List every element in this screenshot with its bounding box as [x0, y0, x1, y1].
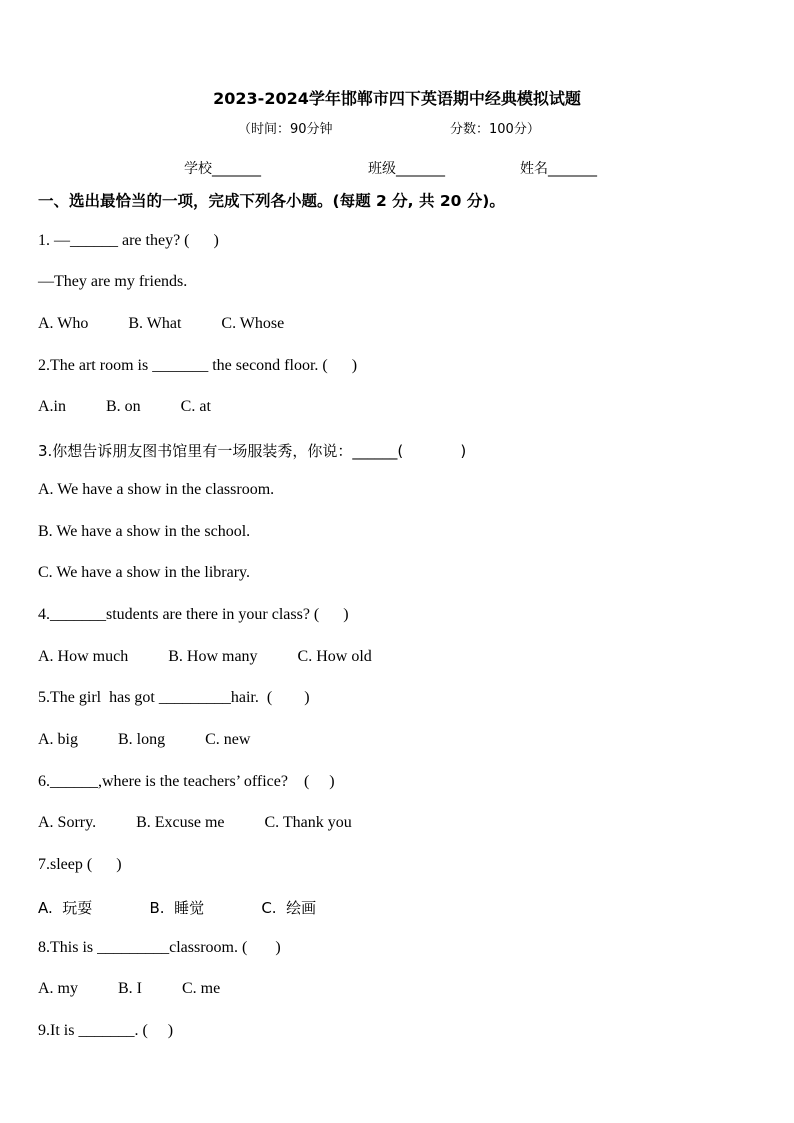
question-4: 4._______students are there in your class? ( ) — [38, 606, 349, 623]
name-field: 姓名_______ — [520, 161, 597, 177]
question-7-options: A. 玩耍 B. 睡觉 C. 绘画 — [38, 899, 317, 917]
question-1-answer-line: —They are my friends. — [38, 273, 188, 290]
section-heading: 一、选出最恰当的一项，完成下列各小题。(每题 2 分, 共 20 分)。 — [38, 192, 505, 210]
question-5-options: A. big B. long C. new — [38, 731, 251, 748]
question-6-options: A. Sorry. B. Excuse me C. Thank you — [38, 814, 352, 831]
question-2-options: A.in B. on C. at — [38, 398, 211, 415]
question-6: 6.______,where is the teachers’ office? ( ) — [38, 773, 335, 790]
question-5: 5.The girl has got _________hair. ( ) — [38, 689, 310, 706]
question-2: 2.The art room is _______ the second floor. ( ) — [38, 357, 358, 374]
question-1: 1. —______ are they? ( ) — [38, 232, 219, 249]
question-1-options: A. Who B. What C. Whose — [38, 315, 285, 332]
class-field: 班级_______ — [368, 161, 445, 177]
question-9: 9.It is _______. ( ) — [38, 1022, 174, 1039]
question-3-option-c: C. We have a show in the library. — [38, 564, 250, 581]
exam-score: 分数：100分） — [450, 122, 540, 137]
question-8: 8.This is _________classroom. ( ) — [38, 939, 281, 956]
exam-time: （时间：90分钟 — [238, 122, 333, 137]
question-3-option-b: B. We have a show in the school. — [38, 523, 251, 540]
question-8-options: A. my B. I C. me — [38, 980, 221, 997]
question-3-option-a: A. We have a show in the classroom. — [38, 481, 275, 498]
question-7: 7.sleep ( ) — [38, 856, 122, 873]
school-field: 学校_______ — [184, 161, 261, 177]
question-3: 3.你想告诉朋友图书馆里有一场服装秀，你说：______( ) — [38, 442, 467, 460]
question-4-options: A. How much B. How many C. How old — [38, 648, 372, 665]
exam-title: 2023-2024学年邯郸市四下英语期中经典模拟试题 — [213, 89, 581, 108]
